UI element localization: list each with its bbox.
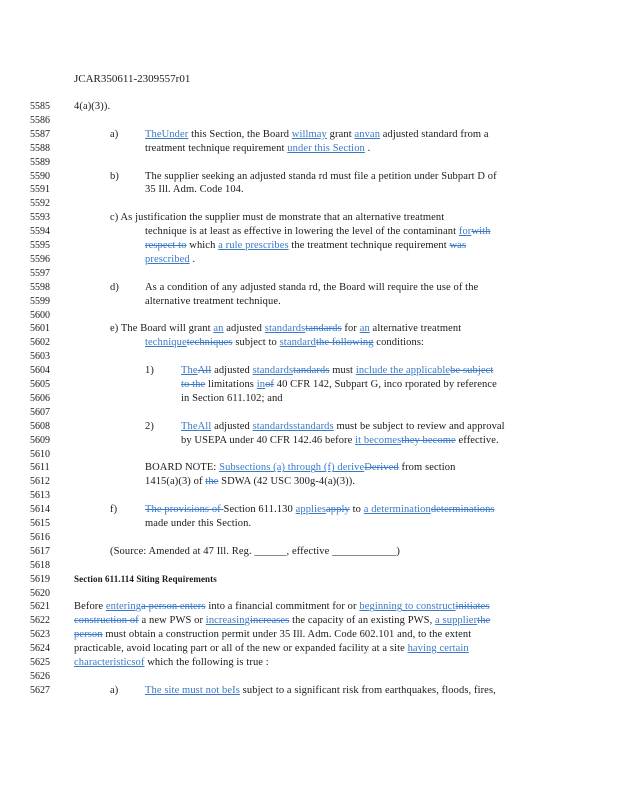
text-run: a) [110,128,119,140]
document-line [110,684,118,698]
inserted-text: an [213,323,224,335]
document-line [145,253,195,267]
text-run: must be subject to review and approval [333,420,505,432]
document-line [110,170,119,184]
deleted-text: tandards [293,365,330,377]
text-run: adjusted standard from a [380,128,489,140]
deleted-text: apply [326,504,350,516]
inserted-text: The [181,420,198,432]
text-run: f) [110,504,118,516]
inserted-text: All [197,420,212,432]
line-number: 5605 [30,379,50,390]
document-line [145,475,355,489]
inserted-text: a rule prescribes [218,240,289,251]
document-line [74,573,217,587]
text-run: As a condition of any adjusted standa rd, the Board will require the use of the [145,281,479,293]
text-run: adjusted [211,365,253,377]
inserted-text: The site must not be [145,684,233,696]
inserted-text: an [354,128,365,140]
inserted-text: standards [252,420,294,432]
inserted-text: entering [105,601,142,613]
text-run: into a financial commitment for or [205,601,360,613]
text-run: alternative treatment [369,323,462,335]
inserted-text: The [145,128,162,140]
inserted-text: a determination [363,504,431,516]
document-line [110,503,117,517]
inserted-text: standard [279,337,316,349]
text-run: b) [110,170,119,182]
text-run: SDWA (42 USC 300g-4(a)(3)). [218,476,356,488]
line-number: 5598 [30,281,50,293]
document-line [145,295,281,309]
inserted-text: applies [295,504,327,516]
line-number: 5611 [30,462,50,474]
line-number: 5619 [30,573,50,585]
document-line [145,336,424,350]
text-run: the treatment technique requirement [288,240,450,251]
text-run: adjusted [223,323,265,335]
inserted-text: beginning to construct [359,601,456,613]
line-number: 5586 [30,114,50,126]
document-line [74,600,490,614]
text-run: grant [326,128,355,140]
inserted-text: will [291,128,309,140]
line-number: 5589 [30,156,50,168]
line-number: 5603 [30,351,50,363]
text-run: limitations [205,379,257,390]
inserted-text: The [181,365,198,377]
line-number: 5588 [30,142,50,154]
inserted-text: van [364,128,381,140]
document-line [74,100,110,114]
text-run: alternative treatment technique. [145,295,281,307]
inserted-text: may [308,128,327,140]
text-run: 1415(a)(3) of [145,476,206,488]
inserted-text: it becomes [355,434,402,446]
text-run: from section [398,462,456,474]
line-number: 5618 [30,559,50,571]
text-run: 40 CFR 142, Subpart G, inco rporated by reference [274,379,497,390]
line-number: 5623 [30,629,50,641]
document-line [74,656,269,670]
deleted-text: with [471,226,491,238]
line-number: 5600 [30,309,50,321]
text-run: a new PWS or [138,615,206,627]
line-number: 5620 [30,587,50,599]
deleted-text: was [449,240,467,251]
document-line [110,128,118,142]
deleted-text: determinations [430,504,495,516]
line-number: 5608 [30,420,50,432]
line-number: 5593 [30,212,50,224]
line-number: 5610 [30,448,50,460]
text-run: Section 611.130 [223,504,296,516]
section-heading: Section 611.114 Siting Requirements [74,573,217,584]
text-run: which [186,240,219,251]
deleted-text: a person enters [141,601,206,613]
line-number: 5585 [30,101,50,112]
text-run: c) As justification the supplier must de monstrate that an alternative treatment [110,212,445,224]
document-line [145,503,495,517]
document-line [145,142,370,156]
document-line [110,281,119,295]
text-run: 1) [145,365,154,377]
document-id: JCAR350611-2309557r01 [74,73,191,85]
text-run: in Section 611.102; and [181,392,283,404]
document-line [181,420,505,434]
inserted-text: standards [293,420,334,432]
document-line [181,378,497,392]
inserted-text: Under [161,128,189,140]
text-run: e) The Board will grant [110,323,214,335]
line-number: 5590 [30,170,50,182]
deleted-text: techniques [186,337,233,349]
text-run: effective. [455,434,499,446]
line-number: 5606 [30,392,50,404]
line-number: 5595 [30,240,50,251]
document-line [74,614,490,628]
line-number: 5621 [30,601,50,613]
line-number: 5627 [30,684,50,696]
text-run: (Source: Amended at 47 Ill. Reg. ______, effective ____________) [110,545,400,557]
document-line [145,128,489,142]
document-line [145,461,455,475]
text-run: must obtain a construction permit under 35 Ill. Adm. Code 602.101 and, to the extent [102,629,472,641]
line-number: 5616 [30,531,50,543]
text-run: for [341,323,360,335]
document-line [181,392,283,406]
document-line [181,434,499,448]
deleted-text: tandards [305,323,342,335]
text-run: made under this Section. [145,518,252,529]
line-number: 5615 [30,518,50,529]
document-line [74,628,471,642]
document-line [145,183,244,197]
line-number: 5597 [30,267,50,279]
deleted-text: increases [249,615,290,627]
deleted-text: person [74,629,103,641]
deleted-text: to the [181,379,206,390]
document-line [145,170,497,184]
line-number: 5625 [30,657,50,668]
deleted-text: the following [315,337,374,349]
deleted-text: of [265,379,275,390]
document-line [110,322,461,336]
text-run: 35 Ill. Adm. Code 104. [145,184,244,196]
line-number: 5622 [30,615,50,627]
document-line [110,211,444,225]
deleted-text: the [205,476,219,488]
line-number: 5596 [30,253,50,265]
text-run: subject to a significant risk from earthquakes, floods, fires, [239,684,496,696]
inserted-text: Subsections (a) through (f) derive [219,462,365,474]
line-number: 5609 [30,434,50,446]
text-run: conditions: [373,337,425,349]
inserted-text: of [135,657,145,668]
inserted-text: standards [252,365,294,377]
line-number: 5607 [30,406,50,418]
deleted-text: they become [401,434,456,446]
text-run: 4(a)(3)). [74,101,111,112]
document-line [145,281,478,295]
inserted-text: include the applicable [355,365,451,377]
text-run: the capacity of an existing PWS, [289,615,436,627]
inserted-text: Is [232,684,240,696]
line-number: 5604 [30,365,50,377]
document-line [181,364,493,378]
deleted-text: initiates [455,601,490,613]
text-run: to [349,504,364,516]
text-run: 2) [145,420,154,432]
document-line [74,642,469,656]
text-run: must [329,365,356,377]
inserted-text: characteristics [74,657,136,668]
document-line [145,225,490,239]
text-run: adjusted [211,420,253,432]
inserted-text: standards [264,323,306,335]
deleted-text: construction of [74,615,139,627]
line-number: 5602 [30,337,50,349]
line-number: 5614 [30,504,50,516]
inserted-text: increasing [205,615,250,627]
text-run: . [364,142,371,154]
deleted-text: All [197,365,212,377]
line-number: 5612 [30,476,50,488]
text-run: The supplier seeking an adjusted standa rd must file a petition under Subpart D of [145,170,497,182]
text-run: a) [110,684,119,696]
inserted-text: for [458,226,472,238]
text-run: practicable, avoid locating part or all of the new or expanded facility at a site [74,643,408,655]
inserted-text: technique [145,337,187,349]
inserted-text: having certain [407,643,469,655]
line-number: 5624 [30,643,50,655]
inserted-text: under this Section [287,142,365,154]
deleted-text: respect to [145,240,187,251]
line-number: 5617 [30,545,50,557]
document-line [145,420,154,434]
text-run: by USEPA under 40 CFR 142.46 before [181,434,356,446]
text-run: . [189,253,196,265]
text-run: subject to [232,337,280,349]
deleted-text: the [477,615,491,627]
text-run: technique is at least as effective in lowering the level of the contaminant [145,226,459,238]
inserted-text: an [359,323,370,335]
document-line [145,517,251,531]
deleted-text: be subject [450,365,494,377]
line-number: 5599 [30,295,50,307]
line-number: 5594 [30,226,50,238]
inserted-text: prescribed [145,253,190,265]
document-line [145,684,496,698]
line-number: 5591 [30,184,50,196]
text-run: BOARD NOTE: [145,462,220,474]
deleted-text: The provisions of [145,504,224,516]
line-number: 5592 [30,198,50,210]
line-number: 5613 [30,490,50,502]
text-run: Before [74,601,106,613]
inserted-text: in [256,379,266,390]
document-line [145,239,466,253]
line-number: 5626 [30,670,50,682]
text-run: : [263,657,269,668]
line-number: 5601 [30,323,50,335]
text-run: which the following is true [144,657,264,668]
document-line [110,545,400,559]
inserted-text: a supplier [435,615,478,627]
deleted-text: Derived [364,462,399,474]
line-number: 5587 [30,128,50,140]
text-run: treatment technique requirement [145,142,288,154]
document-line [145,364,154,378]
text-run: this Section, the Board [188,128,292,140]
text-run: d) [110,281,119,293]
